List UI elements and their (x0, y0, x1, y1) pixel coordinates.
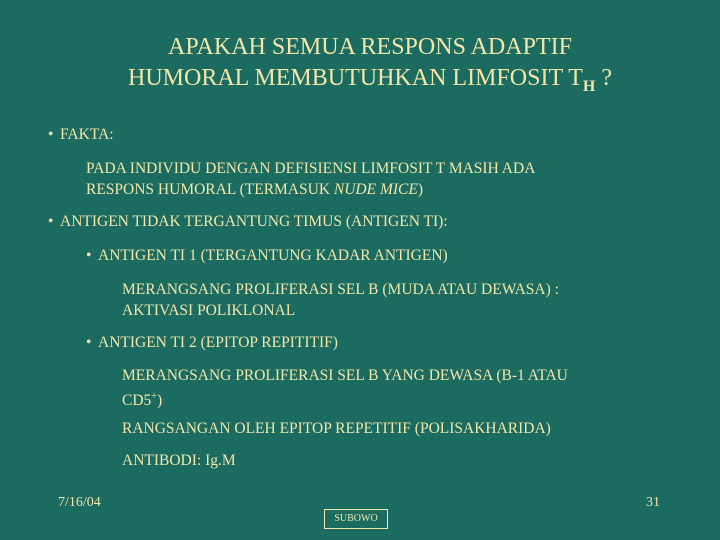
fakta-line2-italic: NUDE MICE (333, 181, 418, 198)
footer-date: 7/16/04 (58, 495, 101, 510)
ti2-text-line1: MERANGSANG PROLIFERASI SEL B YANG DEWASA (B-1 ATAU (122, 367, 568, 384)
bullet-icon: • (86, 334, 92, 351)
bullet-icon: • (86, 247, 92, 264)
ti2-text-line3: RANGSANGAN OLEH EPITOP REPETITIF (POLISAKHARIDA) (122, 420, 551, 437)
footer-author-box: SUBOWO (324, 509, 388, 529)
ti1-text-line2: AKTIVASI POLIKLONAL (122, 302, 296, 319)
antigen-ti1-label: ANTIGEN TI 1 (TERGANTUNG KADAR ANTIGEN) (98, 247, 448, 264)
fakta-line2-b: ) (417, 181, 424, 198)
ti2-line2-sup: + (151, 391, 157, 402)
antigen-ti2-label: ANTIGEN TI 2 (EPITOP REPITITIF) (98, 334, 338, 351)
bullet-icon: • (48, 126, 54, 143)
fakta-label: FAKTA: (60, 126, 114, 143)
bullet-antigen-ti1 (86, 245, 448, 266)
bullet-antigen-ti (48, 211, 448, 232)
bullet-fakta (48, 124, 114, 145)
ti2-text-line2 (122, 386, 162, 411)
ti2-line2-main: CD5 (122, 392, 152, 410)
ti2-text-line4: ANTIBODI: Ig.M (122, 452, 236, 469)
slide-title-line2 (10, 63, 720, 96)
bullet-icon: • (48, 213, 54, 230)
title-line2-subscript: H (582, 78, 596, 95)
bullet-antigen-ti2 (86, 332, 338, 353)
fakta-text-line1: PADA INDIVIDU DENGAN DEFISIENSI LIMFOSIT T MASIH ADA (86, 160, 536, 177)
fakta-line2-a: RESPONS HUMORAL (TERMASUK (86, 181, 334, 198)
slide-title-line1: APAKAH SEMUA RESPONS ADAPTIF (168, 34, 572, 60)
footer-page-number: 31 (646, 495, 660, 510)
fakta-text-line2 (86, 179, 423, 200)
ti1-text-line1: MERANGSANG PROLIFERASI SEL B (MUDA ATAU DEWASA) : (122, 281, 559, 298)
title-line2-main: HUMORAL MEMBUTUHKAN LIMFOSIT T (127, 65, 583, 91)
ti2-line2-tail: ) (156, 392, 163, 410)
antigen-ti-label: ANTIGEN TIDAK TERGANTUNG TIMUS (ANTIGEN TI): (60, 213, 448, 230)
title-line2-tail: ? (595, 65, 613, 91)
